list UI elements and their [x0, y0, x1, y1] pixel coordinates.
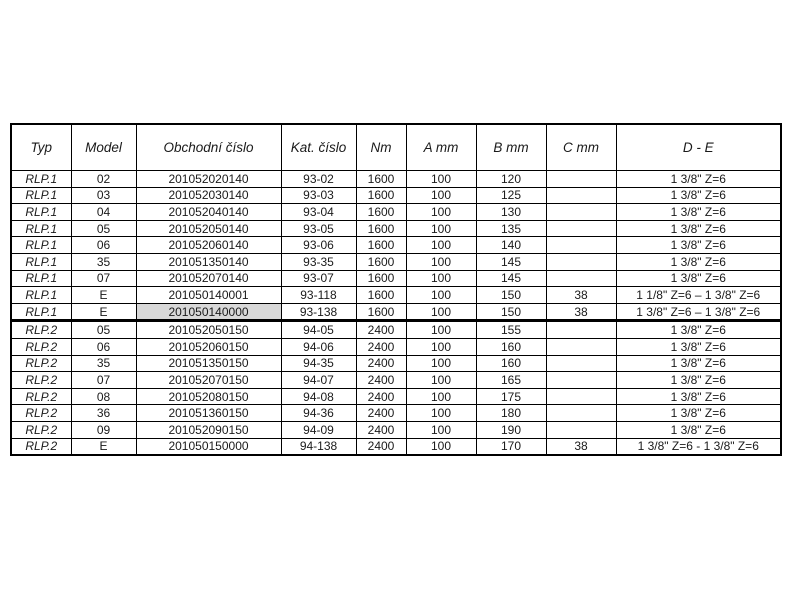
table-cell: 100	[406, 253, 476, 270]
table-cell: RLP.1	[11, 303, 71, 321]
table-cell: 1 3/8" Z=6 – 1 3/8" Z=6	[616, 303, 781, 321]
table-cell: RLP.2	[11, 321, 71, 339]
table-cell: 2400	[356, 355, 406, 372]
table-cell: RLP.2	[11, 405, 71, 422]
table-cell: RLP.1	[11, 204, 71, 221]
table-cell: 1600	[356, 253, 406, 270]
table-cell: 93-06	[281, 237, 356, 254]
table-cell: RLP.1	[11, 253, 71, 270]
table-cell: 93-03	[281, 187, 356, 204]
table-cell: 1600	[356, 237, 406, 254]
table-cell: 1 3/8" Z=6	[616, 171, 781, 188]
table-cell: 94-08	[281, 388, 356, 405]
table-cell: 100	[406, 303, 476, 321]
table-cell: RLP.2	[11, 338, 71, 355]
table-cell	[546, 372, 616, 389]
table-cell: 1 3/8" Z=6	[616, 270, 781, 287]
table-cell	[546, 270, 616, 287]
table-cell: 2400	[356, 321, 406, 339]
table-cell: 05	[71, 321, 136, 339]
table-cell: 04	[71, 204, 136, 221]
table-cell: RLP.2	[11, 421, 71, 438]
table-cell: 160	[476, 338, 546, 355]
table-cell: 201050140001	[136, 287, 281, 304]
table-cell: 201052050140	[136, 220, 281, 237]
column-header-model: Model	[71, 124, 136, 171]
table-cell: 93-02	[281, 171, 356, 188]
table-cell: 145	[476, 253, 546, 270]
table-cell: 1 3/8" Z=6	[616, 338, 781, 355]
table-cell: RLP.2	[11, 438, 71, 455]
table-cell: 201052030140	[136, 187, 281, 204]
table-cell: 1 3/8" Z=6	[616, 220, 781, 237]
table-cell	[546, 321, 616, 339]
table-cell: 130	[476, 204, 546, 221]
table-cell: RLP.1	[11, 187, 71, 204]
table-cell: 201052060150	[136, 338, 281, 355]
table-row	[11, 338, 781, 355]
table-cell: 100	[406, 187, 476, 204]
table-cell: 2400	[356, 388, 406, 405]
table-cell: 94-36	[281, 405, 356, 422]
table-cell: 93-07	[281, 270, 356, 287]
table-cell: 05	[71, 220, 136, 237]
table-cell: 1 3/8" Z=6	[616, 388, 781, 405]
table-cell	[546, 253, 616, 270]
table-cell: 201051350150	[136, 355, 281, 372]
table-cell: E	[71, 287, 136, 304]
table-cell: 09	[71, 421, 136, 438]
table-cell: 155	[476, 321, 546, 339]
catalog-table-container	[10, 123, 782, 456]
table-cell: 201052090150	[136, 421, 281, 438]
table-cell: RLP.1	[11, 237, 71, 254]
table-cell: 94-06	[281, 338, 356, 355]
table-cell: 201052020140	[136, 171, 281, 188]
table-cell	[546, 405, 616, 422]
table-cell: RLP.1	[11, 270, 71, 287]
table-cell: 94-138	[281, 438, 356, 455]
table-cell: 201052060140	[136, 237, 281, 254]
table-cell: 175	[476, 388, 546, 405]
table-cell: 93-118	[281, 287, 356, 304]
table-cell	[546, 355, 616, 372]
table-cell: 94-09	[281, 421, 356, 438]
table-cell: 190	[476, 421, 546, 438]
table-cell: 1600	[356, 287, 406, 304]
table-cell: 201052040140	[136, 204, 281, 221]
table-cell: 1 3/8" Z=6	[616, 321, 781, 339]
table-cell: RLP.2	[11, 372, 71, 389]
table-cell: 1 3/8" Z=6	[616, 372, 781, 389]
table-cell: 150	[476, 287, 546, 304]
table-cell: 1600	[356, 171, 406, 188]
table-row	[11, 388, 781, 405]
table-cell: 38	[546, 303, 616, 321]
table-row	[11, 237, 781, 254]
table-cell: 93-35	[281, 253, 356, 270]
table-cell: 07	[71, 270, 136, 287]
table-cell: 100	[406, 204, 476, 221]
table-cell: 1 3/8" Z=6	[616, 355, 781, 372]
table-cell: 100	[406, 287, 476, 304]
column-header-c-mm: C mm	[546, 124, 616, 171]
table-row	[11, 187, 781, 204]
table-cell: 165	[476, 372, 546, 389]
table-cell: 2400	[356, 421, 406, 438]
table-cell: 1 3/8" Z=6	[616, 237, 781, 254]
table-cell: 35	[71, 355, 136, 372]
table-cell: 201050140000	[136, 303, 281, 321]
table-row	[11, 438, 781, 455]
table-cell: 100	[406, 338, 476, 355]
table-cell: E	[71, 438, 136, 455]
table-cell: 150	[476, 303, 546, 321]
table-cell: 201052050150	[136, 321, 281, 339]
table-cell: 145	[476, 270, 546, 287]
table-cell: 94-35	[281, 355, 356, 372]
table-row	[11, 287, 781, 304]
table-cell: 38	[546, 287, 616, 304]
table-cell: 100	[406, 220, 476, 237]
table-cell: 1600	[356, 220, 406, 237]
column-header-a-mm: A mm	[406, 124, 476, 171]
table-cell: 1600	[356, 187, 406, 204]
table-row	[11, 204, 781, 221]
table-row	[11, 405, 781, 422]
table-cell: 100	[406, 405, 476, 422]
table-cell: 1 3/8" Z=6	[616, 253, 781, 270]
table-row	[11, 171, 781, 188]
column-header-kat-cislo: Kat. číslo	[281, 124, 356, 171]
table-cell: 120	[476, 171, 546, 188]
table-cell: 1 3/8" Z=6	[616, 187, 781, 204]
table-cell: 201050150000	[136, 438, 281, 455]
table-row	[11, 372, 781, 389]
header-row	[11, 124, 781, 171]
table-cell: 100	[406, 388, 476, 405]
table-row	[11, 421, 781, 438]
table-row	[11, 355, 781, 372]
table-body	[11, 171, 781, 456]
table-cell: 100	[406, 438, 476, 455]
table-cell: 06	[71, 237, 136, 254]
table-cell: 06	[71, 338, 136, 355]
table-cell: 1 3/8" Z=6	[616, 421, 781, 438]
table-cell	[546, 237, 616, 254]
column-header-nm: Nm	[356, 124, 406, 171]
column-header-d-e: D - E	[616, 124, 781, 171]
table-cell: 201051350140	[136, 253, 281, 270]
table-cell: 1 3/8" Z=6	[616, 405, 781, 422]
table-cell: 1 3/8" Z=6 - 1 3/8" Z=6	[616, 438, 781, 455]
table-cell: RLP.2	[11, 388, 71, 405]
table-cell: 2400	[356, 438, 406, 455]
table-cell: 201052070140	[136, 270, 281, 287]
table-cell: 135	[476, 220, 546, 237]
table-row	[11, 270, 781, 287]
table-cell: RLP.1	[11, 171, 71, 188]
table-cell: 1600	[356, 204, 406, 221]
table-cell: 160	[476, 355, 546, 372]
table-cell: RLP.2	[11, 355, 71, 372]
table-cell	[546, 220, 616, 237]
table-cell	[546, 421, 616, 438]
table-cell	[546, 204, 616, 221]
table-cell: E	[71, 303, 136, 321]
table-cell: 100	[406, 372, 476, 389]
table-cell: 201052070150	[136, 372, 281, 389]
table-cell	[546, 338, 616, 355]
table-cell: 1 1/8" Z=6 – 1 3/8" Z=6	[616, 287, 781, 304]
table-cell: 07	[71, 372, 136, 389]
table-cell: 08	[71, 388, 136, 405]
table-cell: 1 3/8" Z=6	[616, 204, 781, 221]
table-cell: 100	[406, 270, 476, 287]
table-row	[11, 321, 781, 339]
table-cell: 201051360150	[136, 405, 281, 422]
table-cell: 93-05	[281, 220, 356, 237]
table-cell: 36	[71, 405, 136, 422]
table-cell: RLP.1	[11, 287, 71, 304]
table-cell: 140	[476, 237, 546, 254]
table-cell: 02	[71, 171, 136, 188]
table-cell: 2400	[356, 338, 406, 355]
table-cell: 38	[546, 438, 616, 455]
table-cell: 100	[406, 355, 476, 372]
table-cell: 201052080150	[136, 388, 281, 405]
table-cell: 93-04	[281, 204, 356, 221]
table-cell: 100	[406, 421, 476, 438]
table-cell: 35	[71, 253, 136, 270]
column-header-typ: Typ	[11, 124, 71, 171]
table-cell	[546, 388, 616, 405]
column-header-b-mm: B mm	[476, 124, 546, 171]
table-cell: 180	[476, 405, 546, 422]
table-row	[11, 220, 781, 237]
catalog-table	[10, 123, 782, 456]
column-header-obchodni-cislo: Obchodní číslo	[136, 124, 281, 171]
table-cell: 94-07	[281, 372, 356, 389]
table-cell: 2400	[356, 372, 406, 389]
table-cell: 2400	[356, 405, 406, 422]
table-cell: 125	[476, 187, 546, 204]
table-cell: 93-138	[281, 303, 356, 321]
table-cell: 100	[406, 237, 476, 254]
table-cell: 170	[476, 438, 546, 455]
table-cell: 1600	[356, 303, 406, 321]
table-cell: 03	[71, 187, 136, 204]
table-row	[11, 253, 781, 270]
table-cell: 100	[406, 171, 476, 188]
table-cell	[546, 187, 616, 204]
table-cell: 100	[406, 321, 476, 339]
table-cell: 94-05	[281, 321, 356, 339]
table-cell: RLP.1	[11, 220, 71, 237]
table-cell	[546, 171, 616, 188]
table-row	[11, 303, 781, 321]
table-cell: 1600	[356, 270, 406, 287]
